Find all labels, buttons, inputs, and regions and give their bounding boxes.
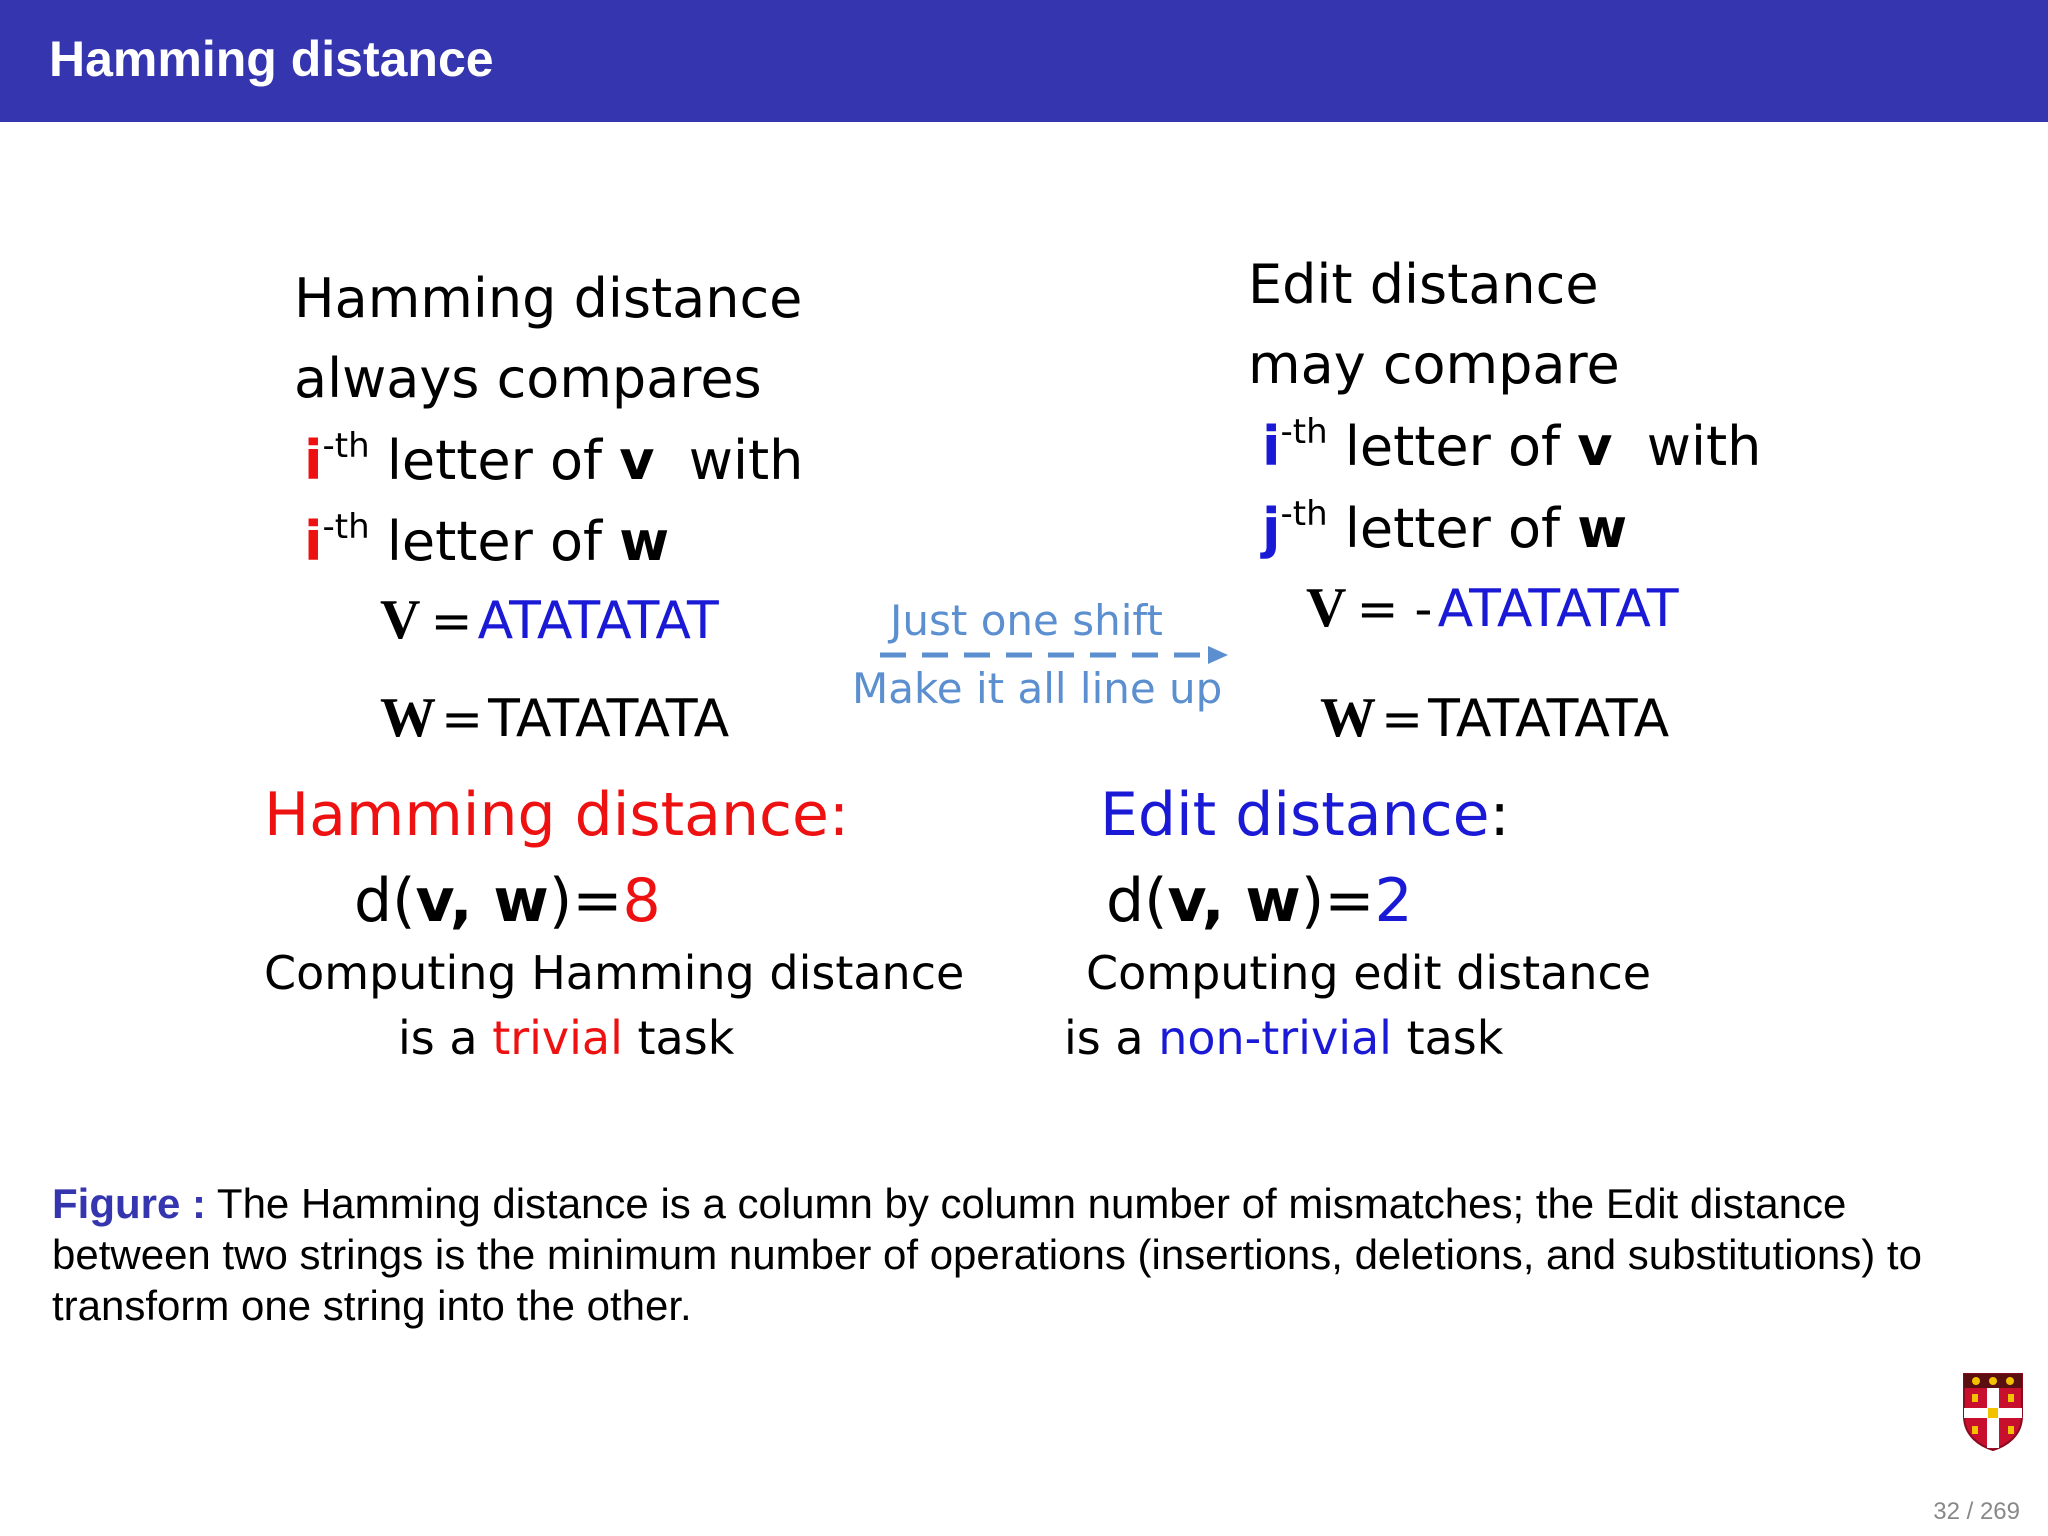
row-text: letter of: [1344, 415, 1561, 478]
edit-note-line-1: Computing edit distance: [1086, 946, 1652, 1000]
edit-heading-1: Edit distance: [1248, 253, 1599, 316]
index-suffix: -th: [1280, 412, 1328, 452]
hamming-note-line-2: [398, 1011, 734, 1065]
index-letter: i: [304, 510, 323, 573]
figure-caption: [52, 1178, 2002, 1331]
shift-label-bottom: Make it all line up: [852, 664, 1223, 713]
index-letter: j: [1262, 497, 1281, 560]
seq-eq: = -: [1356, 580, 1433, 638]
edit-note-line-2: [1064, 1011, 1503, 1065]
slide-title: Hamming distance: [49, 31, 494, 87]
seq-label: W: [380, 687, 436, 749]
edit-row-1: [1262, 412, 1762, 478]
caption-text: The Hamming distance is a column by column number of mismatches; the Edit distance between two strings is the minimum number of operations (insertions, deletions, and substitutions) to transform one string into the other.: [52, 1180, 1922, 1329]
seq-label: W: [1320, 687, 1376, 749]
note-highlight: trivial: [492, 1011, 623, 1065]
seq-eq: =: [441, 690, 483, 748]
row-var: w: [1577, 497, 1628, 560]
seq-value: ATATATAT: [477, 591, 719, 651]
formula-value: 8: [622, 866, 661, 936]
seq-eq: =: [430, 592, 473, 650]
result-title-colon: :: [1489, 780, 1510, 850]
page-total: 269: [1979, 1498, 2020, 1525]
row-tail: with: [1646, 415, 1762, 478]
seq-value: TATATATA: [488, 689, 730, 749]
index-suffix: -th: [322, 507, 370, 547]
hamming-heading-2: always compares: [294, 347, 762, 410]
formula-value: 2: [1374, 866, 1413, 936]
seq-value: TATATATA: [1428, 689, 1670, 749]
index-suffix: -th: [322, 426, 370, 466]
edit-row-2: [1262, 494, 1628, 560]
formula-mid: )=: [1300, 866, 1375, 936]
seq-value: ATATATAT: [1437, 579, 1679, 639]
index-suffix: -th: [1280, 494, 1328, 534]
index-letter: i: [304, 429, 323, 492]
hamming-row-1: [304, 426, 804, 492]
page-current: 32: [1933, 1498, 1960, 1525]
formula-prefix: d(: [354, 866, 416, 936]
shift-label-top: Just one shift: [890, 596, 1163, 645]
seq-label: V: [1306, 577, 1347, 639]
hamming-seq-w: [380, 686, 729, 750]
row-var: v: [1577, 415, 1613, 478]
formula-prefix: d(: [1106, 866, 1168, 936]
hamming-formula: [354, 866, 661, 936]
page-separator: /: [1966, 1498, 1974, 1525]
row-tail: with: [688, 429, 804, 492]
index-letter: i: [1262, 415, 1281, 478]
hamming-result-title: Hamming distance:: [264, 780, 850, 850]
seq-eq: =: [1381, 690, 1423, 748]
note-highlight: non-trivial: [1158, 1011, 1392, 1065]
formula-mid: )=: [548, 866, 623, 936]
formula-vars: v, w: [415, 866, 549, 936]
university-crest-icon: [1962, 1372, 2024, 1452]
row-text: letter of: [1344, 497, 1561, 560]
slide-header: [0, 0, 2048, 122]
hamming-row-2: [304, 507, 670, 573]
note-post: task: [637, 1011, 735, 1065]
seq-label: V: [380, 589, 421, 651]
edit-heading-2: may compare: [1248, 333, 1620, 396]
caption-label: Figure :: [52, 1180, 206, 1227]
page-number: [1933, 1498, 2020, 1526]
hamming-note-line-1: Computing Hamming distance: [264, 946, 965, 1000]
row-text: letter of: [386, 429, 603, 492]
note-post: task: [1406, 1011, 1504, 1065]
note-pre: is a: [398, 1011, 478, 1065]
row-text: letter of: [386, 510, 603, 573]
edit-result-title: [1100, 780, 1510, 850]
hamming-heading-1: Hamming distance: [294, 267, 803, 330]
hamming-seq-v: [380, 588, 719, 652]
result-title-text: Edit distance: [1100, 780, 1490, 850]
formula-vars: v, w: [1167, 866, 1301, 936]
edit-seq-w: [1320, 686, 1669, 750]
note-pre: is a: [1064, 1011, 1144, 1065]
row-var: v: [619, 429, 655, 492]
row-var: w: [619, 510, 670, 573]
edit-seq-v: [1306, 576, 1679, 640]
edit-formula: [1106, 866, 1413, 936]
